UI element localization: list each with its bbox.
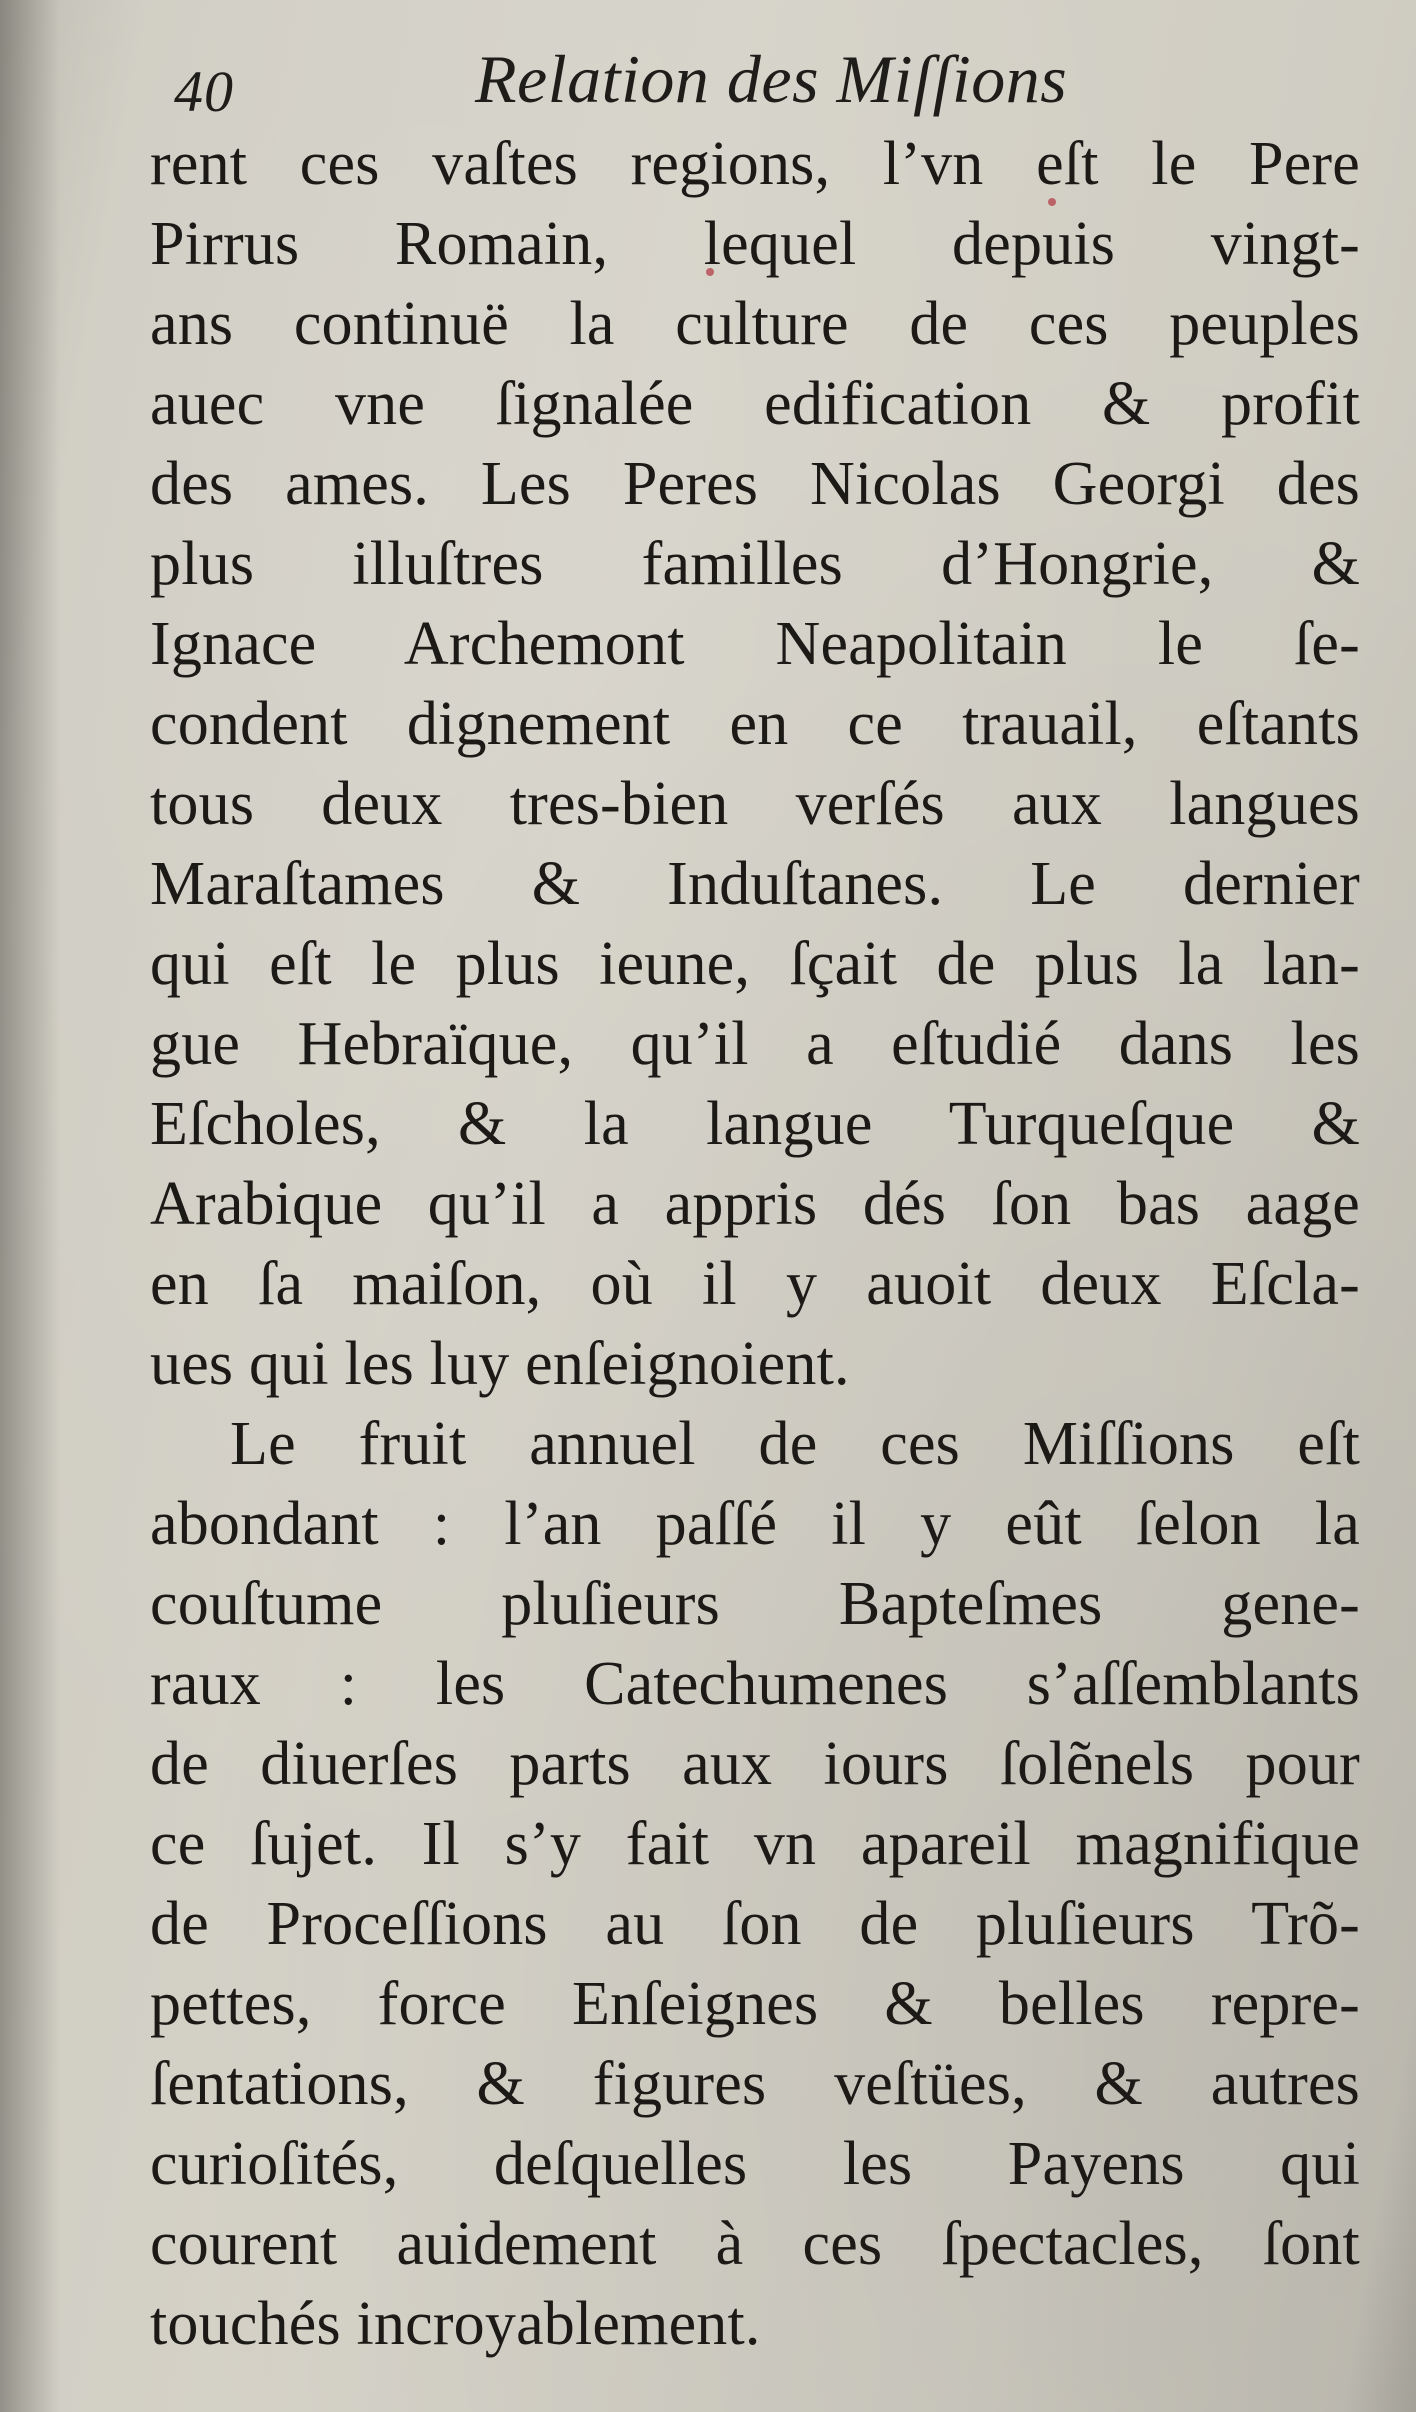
text-line: ans continuë la culture de ces peuples: [150, 290, 1360, 358]
page-gutter-shadow: [0, 0, 60, 2412]
text-line: des ames. Les Peres Nicolas Georgi des: [150, 450, 1360, 518]
text-line: de Proceſſions au ſon de pluſieurs Trõ-: [150, 1890, 1360, 1958]
text-line: gue Hebraïque, qu’il a eſtudié dans les: [150, 1010, 1360, 1078]
text-line: pettes, force Enſeignes & belles repre-: [150, 1970, 1360, 2038]
text-line: ues qui les luy enſeignoient.: [150, 1330, 850, 1398]
text-line: raux : les Catechumenes s’aſſemblants: [150, 1650, 1360, 1718]
text-line: Le fruit annuel de ces Miſſions eſt: [230, 1410, 1360, 1478]
text-line: de diuerſes parts aux iours ſolẽnels pour: [150, 1730, 1360, 1798]
page-number: 40: [174, 59, 234, 124]
text-line: auec vne ſignalée edification & profit: [150, 370, 1360, 438]
text-line: Ignace Archemont Neapolitain le ſe-: [150, 610, 1360, 678]
running-title: Relation des Miſſions: [475, 41, 1068, 117]
paragraph-1: [150, 124, 1360, 1404]
text-line: qui eſt le plus ieune, ſçait de plus la lan-: [150, 930, 1360, 998]
text-line: Eſcholes, & la langue Turqueſque &: [150, 1090, 1360, 1158]
text-line: curioſités, deſquelles les Payens qui: [150, 2130, 1360, 2198]
text-line: condent dignement en ce trauail, eſtants: [150, 690, 1360, 758]
text-line: tous deux tres-bien verſés aux langues: [150, 770, 1360, 838]
running-head: [170, 28, 1360, 124]
text-line: ſentations, & figures veſtües, & autres: [150, 2050, 1360, 2118]
text-line: touchés incroyablement.: [150, 2290, 761, 2358]
text-line: Maraſtames & Induſtanes. Le dernier: [150, 850, 1360, 918]
paragraph-2: [150, 1404, 1360, 2364]
text-line: abondant : l’an paſſé il y eût ſelon la: [150, 1490, 1360, 1558]
body-text: [150, 124, 1360, 2364]
text-line: rent ces vaſtes regions, l’vn eſt le Pere: [150, 130, 1360, 198]
text-line: courent auidement à ces ſpectacles, ſont: [150, 2210, 1360, 2278]
text-line: Arabique qu’il a appris dés ſon bas aage: [150, 1170, 1360, 1238]
text-line: en ſa maiſon, où il y auoit deux Eſcla-: [150, 1250, 1360, 1318]
text-line: ce ſujet. Il s’y fait vn apareil magnifique: [150, 1810, 1360, 1878]
text-line: couſtume pluſieurs Bapteſmes gene-: [150, 1570, 1360, 1638]
text-line: Pirrus Romain, lequel depuis vingt-: [150, 210, 1360, 278]
text-line: plus illuſtres familles d’Hongrie, &: [150, 530, 1360, 598]
